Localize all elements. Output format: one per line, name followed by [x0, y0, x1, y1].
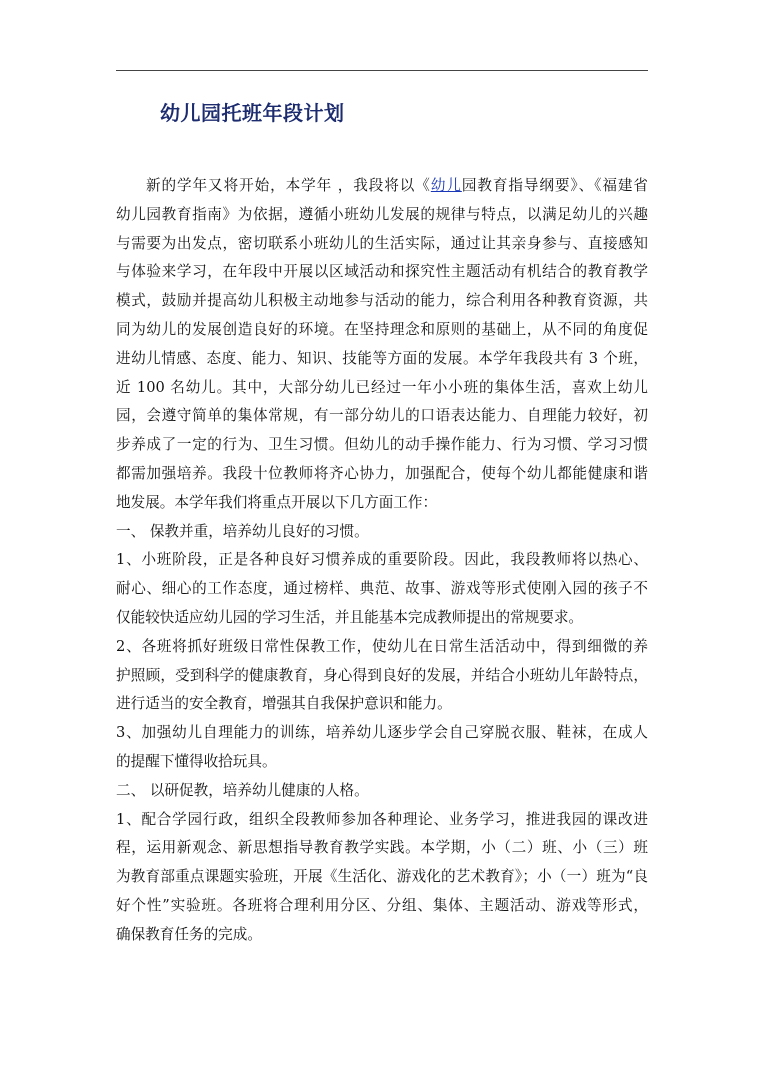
- body-line: [116, 892, 648, 921]
- body-line: [116, 431, 648, 460]
- body-line: [116, 575, 648, 604]
- body-line: [116, 834, 648, 863]
- body-line: [116, 489, 648, 518]
- body-line: [116, 748, 648, 777]
- body-line-text: 仅能较快适应幼儿园的学习生活，并且能基本完成教师提出的常规要求。: [116, 608, 584, 626]
- body-line: [116, 719, 648, 748]
- body-line: [116, 546, 648, 575]
- document-body: [116, 172, 648, 950]
- body-line-text: 护照顾，受到科学的健康教育，身心得到良好的发展，并结合小班幼儿年龄特点，: [116, 666, 648, 684]
- document-title: 幼儿园托班年段计划: [160, 101, 345, 125]
- body-line: [116, 518, 648, 547]
- inline-link[interactable]: 幼儿: [430, 177, 462, 194]
- body-line-text: 1、配合学园行政，组织全段教师参加各种理论、业务学习，推进我园的课改进: [116, 810, 648, 828]
- body-line: [116, 604, 648, 633]
- body-line-text: 模式，鼓励并提高幼儿积极主动地参与活动的能力，综合利用各种教育资源，共: [116, 292, 648, 310]
- body-line-text: 耐心、细心的工作态度，通过榜样、典范、故事、游戏等形式使刚入园的孩子不: [116, 580, 648, 598]
- header-rule: [116, 70, 648, 71]
- body-line-text: 二、 以研促教，培养幼儿健康的人格。: [116, 781, 369, 799]
- body-line-text: 进行适当的安全教育，增强其自我保护意识和能力。: [116, 695, 452, 713]
- body-line-text: 的提醒下懂得收拾玩具。: [116, 752, 277, 770]
- body-line-text: 新的学年又将开始，本学年 ，我段将以《: [146, 177, 431, 194]
- body-line-text-after-link: 园教育指导纲要》、《福建省: [461, 177, 648, 194]
- body-line-text: 一、 保教并重，培养幼儿良好的习惯。: [116, 522, 369, 540]
- body-line-text: 都需加强培养。我段十位教师将齐心协力，加强配合，使每个幼儿都能健康和谐: [116, 464, 648, 482]
- body-line-text: 与需要为出发点，密切联系小班幼儿的生活实际，通过让其亲身参与、直接感知: [116, 234, 648, 252]
- body-line-text: 进幼儿情感、态度、能力、知识、技能等方面的发展。本学年我段共有 3 个班，: [116, 349, 648, 367]
- body-line-text: 与体验来学习，在年段中开展以区域活动和探究性主题活动有机结合的教育教学: [116, 263, 648, 281]
- body-line-text: 3、加强幼儿自理能力的训练，培养幼儿逐步学会自己穿脱衣服、鞋袜，在成人: [116, 724, 648, 742]
- body-line: [116, 230, 648, 259]
- body-line-text: 为教育部重点课题实验班，开展《生活化、游戏化的艺术教育》；小（一）班为“良: [116, 868, 648, 886]
- body-line: [116, 662, 648, 691]
- body-line-text: 1、小班阶段，正是各种良好习惯养成的重要阶段。因此，我段教师将以热心、: [116, 551, 648, 569]
- body-line-text: 近 100 名幼儿。其中，大部分幼儿已经过一年小小班的集体生活，喜欢上幼儿: [116, 378, 648, 396]
- body-line: [116, 460, 648, 489]
- body-line-text: 园，会遵守简单的集体常规，有一部分幼儿的口语表达能力、自理能力较好，初: [116, 407, 648, 425]
- body-line: [116, 402, 648, 431]
- body-line-text: 好个性”实验班。各班将合理利用分区、分组、集体、主题活动、游戏等形式，: [116, 896, 648, 914]
- body-line: [116, 345, 648, 374]
- body-line: [116, 633, 648, 662]
- body-line: [116, 863, 648, 892]
- body-line-text: 程，运用新观念、新思想指导教育教学实践。本学期，小（二）班、小（三）班: [116, 839, 648, 857]
- body-line: [116, 374, 648, 403]
- body-line: [116, 806, 648, 835]
- body-line: [116, 690, 648, 719]
- body-line: [116, 201, 648, 230]
- body-line: [116, 258, 648, 287]
- body-line: [116, 921, 648, 950]
- body-line: [116, 777, 648, 806]
- body-line: [116, 316, 648, 345]
- body-line: [116, 172, 648, 201]
- body-line: [116, 287, 648, 316]
- body-line-text: 地发展。本学年我们将重点开展以下几方面工作：: [116, 493, 438, 511]
- body-line-text: 步养成了一定的行为、卫生习惯。但幼儿的动手操作能力、行为习惯、学习习惯: [116, 436, 648, 454]
- body-line-text: 确保教育任务的完成。: [116, 925, 262, 943]
- body-line-text: 幼儿园教育指南》为依据，遵循小班幼儿发展的规律与特点，以满足幼儿的兴趣: [116, 205, 648, 223]
- body-line-text: 同为幼儿的发展创造良好的环境。在坚持理念和原则的基础上，从不同的角度促: [116, 320, 648, 338]
- body-line-text: 2、各班将抓好班级日常性保教工作，使幼儿在日常生活活动中，得到细微的养: [116, 637, 648, 655]
